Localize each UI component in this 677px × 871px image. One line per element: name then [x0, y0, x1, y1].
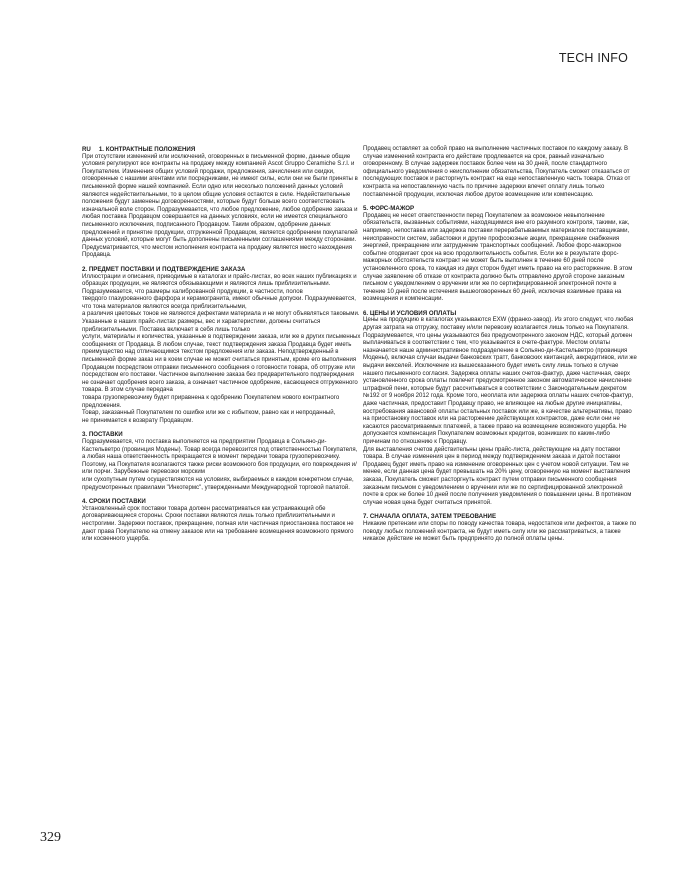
section-contract-provisions [82, 146, 362, 260]
section-heading: 2. ПРЕДМЕТ ПОСТАВКИ И ПОДТВЕРЖДЕНИЕ ЗАКАЗА [82, 265, 246, 273]
section-heading: 4. СРОКИ ПОСТАВКИ [82, 498, 146, 506]
section-heading [82, 146, 362, 154]
section-heading: 7. СНАЧАЛА ОПЛАТА, ЗАТЕМ ТРЕБОВАНИЕ [363, 513, 497, 521]
section-heading: 5. ФОРС-МАЖОР [363, 205, 415, 213]
section-body: Подразумевается, что поставка выполняется на предприятии Продавца в Сольяно-ди-Кастельветро (провинция Модены). Товар всегда перевозится под ответственностью Покупателя, а любая наша ответственность прекращается в момент передачи товара грузоперевозчику. Поэтому, на Покупателя возлагаются также риски возможного боя продукции, его повреждения и/или порчи. Зарубежные перевозки морским или сухопутным путем осуществляются на условиях, выбираемых в каждом конкретном случае, предусмотренных правилами "Инкотермс", утвержденными Международной торговой палатой. [82, 438, 358, 491]
section-heading-text: 1. КОНТРАКТНЫЕ ПОЛОЖЕНИЯ [98, 146, 196, 153]
section-heading: 6. ЦЕНЫ И УСЛОВИЯ ОПЛАТЫ [363, 309, 457, 317]
section-heading: 3. ПОСТАВКИ [82, 431, 123, 439]
left-column [82, 146, 362, 550]
section-body: Никакие претензии или споры по поводу качества товара, недостатков или дефектов, а также по поводу любых положений контракта, не будут иметь силу или же рассматриваться, а также никакое действие не может быть предпринято до полной оплаты цены. [363, 520, 637, 543]
page-header-title: TECH INFO [558, 51, 628, 65]
section-body: Продавец оставляет за собой право на выполнение частичных поставок по каждому заказу. В случае изменений контракта его действие продлевается на срок, равный изначально оговоренному. В случае задержек поставок более чем на 30 дней, после стандартного официального уведомления о неисполнении обязательства, Покупатель сможет отказаться от последующих поставок и расторгнуть контракт на еще непоставленную часть товара. Отказ от контракта на непоставленную часть по причине задержки влечет оплату лишь только поставленной продукции, исключая любое другое возмещение или компенсацию. [363, 146, 631, 198]
right-column [363, 146, 638, 550]
language-label: RU [82, 146, 91, 153]
section-delivery-terms [82, 498, 362, 544]
page-number: 329 [40, 830, 61, 845]
section-force-majeure [363, 205, 638, 304]
section-order-confirmation [82, 266, 362, 425]
section-body: Цены на продукцию в каталогах указываются EXW (франко-завод). Из этого следует, что любая другая затрата на отгрузку, поставку и/или перевозку возлагается лишь только на Покупателя. Подразумевается, что цены указываются без предусмотренного законом НДС, который должен выплачиваться в соответствии с тем, что указывается в счете-фактуре. Местом оплаты назначается наше административное подразделение в Сольяно-ди-Кастельветро (провинция Модены), включая случаи выдачи банковских тратт, банковских квитанций, аккредитивов, или же выдачи векселей. Исключение из вышесказанного будет иметь силу лишь только в случае нашего письменного согласия. Задержка оплаты наших счетов-фактур, даже частичная, сверх установленного срока оплаты повлечет предусмотренное законом автоматическое начисление штрафной пени, которые будут рассчитываться в соответствии с Законодательным декретом №192 от 9 ноября 2012 года. Кроме того, неоплата или задержка оплаты наших счетов-фактур, даже частичная, предоставит Продавцу право, не влияющее на любые другие инициативы, востребования авансовой оплаты остальных поставок или же, в качестве альтернативы, право на приостановку поставок или на расторжение действующих контрактов, даже если они не касаются рассматриваемых платежей, а также право на возмещение возможного ущерба. Не допускается компенсация Покупателем возможных кредитов, возникших по каким-либо причинам по отношению к Продавцу. Для выставления счетов действительны цены прайс-листа, действующие на дату поставки товара. В случае изменения цен в период между подтверждением заказа и датой поставки Продавец будет иметь право на изменение оговоренных цен с учетом новой ситуации. Тем не менее, если данная цена будет превышать на 20% цену, оговоренную на момент выставления заказа, Покупатель сможет расторгнуть контракт путем отправки письменного сообщения заказным письмом с уведомлением о вручении или же по сертифицированной электронной почте в срок не более 10 дней после получения уведомления о повышении цены. В противном случае новая цена будет считаться принятой. [363, 317, 637, 506]
section-payment-first [363, 513, 638, 543]
section-delivery-terms-continued [363, 146, 638, 199]
section-deliveries [82, 431, 362, 492]
section-body: Иллюстрации и описания, приводимые в каталогах и прайс-листах, во всех наших публикациях и образцах продукции, не являются обязывающими и являются лишь приблизительными. Подразумевается, что размеры калиброванной продукции, в частности, полов твердого глазурованного фарфора и керамогранита, имеют обычные допуски. Подразумевается, что тона материалов являются всегда приблизительными, а различия цветовых тонов не являются дефектами материала и не могут объявляться таковыми. Указанные в наших прайс-листах размеры, вес и характеристики, должны считаться приблизительными. Поставка включает в себя лишь только услуги, материалы и количества, указанные в подтверждении заказа, или же в других письменных сообщениях от Продавца. В любом случае, текст подтверждения заказа Продавца будет иметь преимущество над отличающимся текстом предложения или заказа. Неподтвержденный в письменной форме заказ ни в коем случае не может считаться принятым, кроме его выполнения Продавцом посредством отправки письменного сообщения о готовности товара, об отгрузке или посредством его поставки. Частичное выполнение заказа без предварительного подтверждения не означает одобрения всего заказа, а означает частичное одобрение, касающееся отгруженного товара. В этом случае передача товара грузоперевозчику будет приравнена к одобрению Покупателем нового контрактного предложения. Товар, заказанный Покупателем по ошибке или же с избытком, равно как и непроданный, не принимается к возврату Продавцом. [82, 273, 361, 424]
section-body: Продавец не несет ответственности перед Покупателем за возможное невыполнение обязательств, вызванных событиями, находящимися вне его разумного контроля, такими, как, например, непоставка или задержка поставки перерабатываемых материалов поставщиками, неисправности систем, забастовки и другие профсоюзные акции, прекращение снабжения энергией, прекращение или затруднение транспортных сообщений. Любое форс-мажорное событие отодвигает срок на всю продолжительность события. Если же в результате форс-мажорных обстоятельств контракт не может быть выполнен в течение 60 дней после установленного срока, то каждая из двух сторон будет иметь право на его расторжение. В этом случае заявление об отказе от контракта должно быть отправлено другой стороне заказным письмом с уведомлением о вручении или же по сертифицированной электронной почте в течение 10 дней после истечения вышеоговоренных 60 дней, исключая взаимные права на возмещения и компенсации. [363, 212, 633, 303]
section-body: Установленный срок поставки товара должен рассматриваться как устраивающий обе договаривающиеся стороны. Сроки поставки являются лишь только приблизительными и нестрогими. Задержки поставок, прекращение, полная или частичная приостановка поставок не дают права Покупателю на отмену заказов или на требование возмещения возможного прямого или косвенного ущерба. [82, 505, 354, 543]
section-body: При отсутствии изменений или исключений, оговоренных в письменной форме, данные общие условия регулируют все контракты на продажу между компанией Ascot Gruppo Ceramiche S.r.l. и Покупателем. Изменения общих условий продажи, предложения, зачисления или скидки, оговоренные с нашими агентами или посредниками, не имеют силы, если они не были приняты в письменной форме нашей компанией. Если одно или несколько положений данных условий являются недействительными, то в целом общие условия остаются в силе. Недействительные положения будут заменены договоренностями, которые будут больше всего соответствовать изначальной воле сторон. Подразумевается, что любое предложение, любое одобрение заказа и любая поставка Продавцом совершается на данных условиях, если не имеется специального письменного исключения, подписанного Продавцом. Таким образом, одобрение данных предложений и принятие продукции, отгруженной Продавцом, является одобрением покупателей данных условий, которые могут быть дополнены письменными соглашениями между сторонами. Предусматривается, что местом исполнения контракта на продажу является место нахождения Продавца. [82, 153, 358, 259]
section-prices-payment [363, 310, 638, 507]
